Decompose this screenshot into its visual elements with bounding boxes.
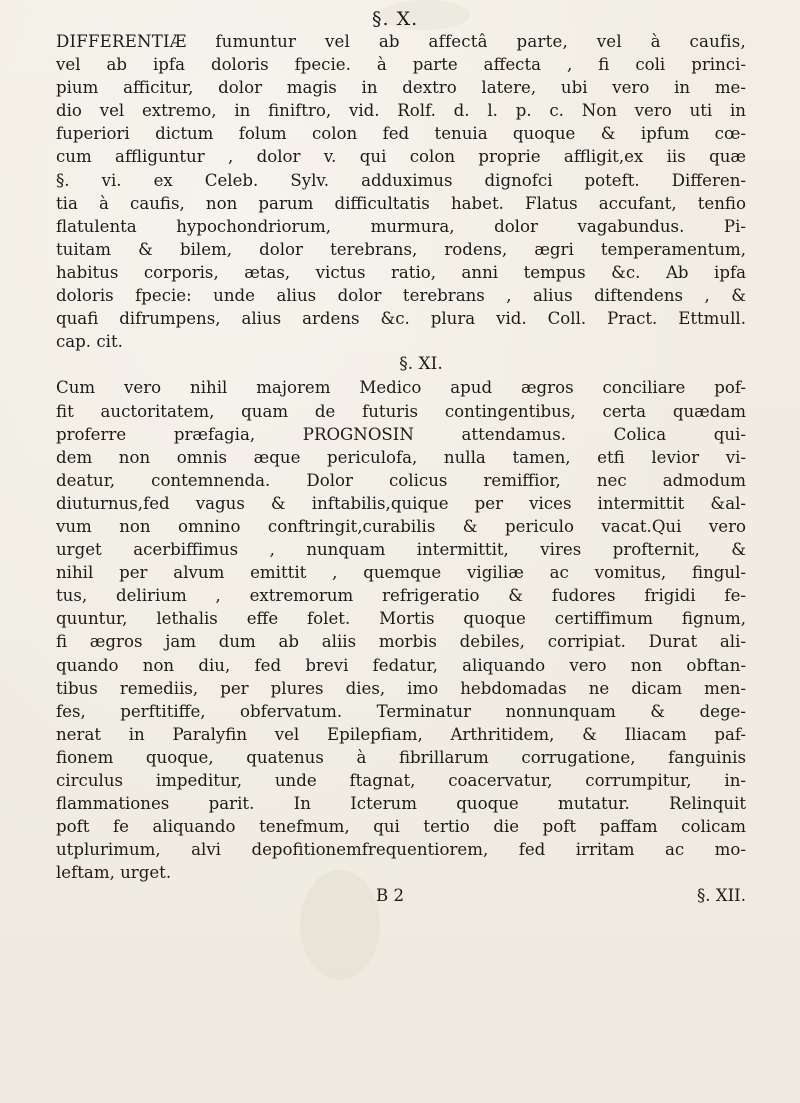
section-heading-x: §. X. xyxy=(372,8,419,30)
text-line: dem non omnis æque periculofa, nulla tamen, etfi levior vi- xyxy=(56,447,746,467)
text-line: dio vel extremo, in finiftro, vid. Rolf. d. l. p. c. Non vero uti in xyxy=(56,101,746,121)
catchword: §. XII. xyxy=(696,886,746,906)
text-line: cum affliguntur , dolor v. qui colon proprie affligit,ex iis quæ xyxy=(56,147,746,167)
text-line: poft fe aliquando tenefmum, qui tertio die poft paffam colicam xyxy=(56,817,746,837)
text-line: pium afficitur, dolor magis in dextro latere, ubi vero in me- xyxy=(56,78,746,98)
page-footer xyxy=(56,884,746,907)
text-line: vel ab ipfa doloris fpecie. à parte affecta , fi coli princi- xyxy=(56,55,746,75)
text-line: cap. cit. xyxy=(56,332,123,352)
text-line: tia à caufis, non parum difficultatis habet. Flatus accufant, tenfio xyxy=(56,193,746,213)
text-line: fit auctoritatem, quam de futuris contingentibus, certa quædam xyxy=(56,401,746,421)
text-line: vum non omnino conftringit,curabilis & periculo vacat.Qui vero xyxy=(56,516,746,536)
text-line: fes, perftitiffe, obfervatum. Terminatur nonnunquam & dege- xyxy=(56,701,746,721)
text-line: flatulenta hypochondriorum, murmura, dolor vagabundus. Pi- xyxy=(56,216,746,236)
text-line: tus, delirium , extremorum refrigeratio & fudores frigidi fe- xyxy=(56,586,746,606)
text-line: §. vi. ex Celeb. Sylv. adduximus dignofci poteft. Differen- xyxy=(56,170,746,190)
text-line: tuitam & bilem, dolor terebrans, rodens, ægri temperamentum, xyxy=(56,239,746,259)
text-line: utplurimum, alvi depofitionemfrequentiorem, fed irritam ac mo- xyxy=(56,840,746,860)
text-line: circulus impeditur, unde ftagnat, coacervatur, corrumpitur, in- xyxy=(56,771,746,790)
body-text xyxy=(56,30,746,908)
signature-mark: B 2 xyxy=(376,886,405,906)
text-line: Cum vero nihil majorem Medico apud ægros conciliare pof- xyxy=(56,378,746,398)
text-line: fionem quoque, quatenus à fibrillarum corrugatione, fanguinis xyxy=(56,747,746,767)
text-line: fuperiori dictum folum colon fed tenuia quoque & ipfum cœ- xyxy=(56,124,746,144)
section-heading-xi: §. XI. xyxy=(399,354,443,375)
text-line: DIFFERENTIÆ fumuntur vel ab affectâ parte, vel à caufis, xyxy=(56,32,746,51)
text-line: diuturnus,fed vagus & inftabilis,quique per vices intermittit &al- xyxy=(56,493,746,513)
text-line: nihil per alvum emittit , quemque vigiliæ ac vomitus, fingul- xyxy=(56,563,746,583)
text-line: leftam, urget. xyxy=(56,863,172,883)
text-line: habitus corporis, ætas, victus ratio, anni tempus &c. Ab ipfa xyxy=(56,262,746,282)
text-line: quafi difrumpens, alius ardens &c. plura vid. Coll. Pract. Ettmull. xyxy=(56,309,746,329)
text-line: proferre præfagia, PROGNOSIN attendamus. Colica qui- xyxy=(56,424,746,444)
text-line: flammationes parit. In Icterum quoque mutatur. Relinquit xyxy=(56,794,746,814)
text-line: tibus remediis, per plures dies, imo hebdomadas ne dicam men- xyxy=(56,678,746,698)
text-line: quando non diu, fed brevi fedatur, aliquando vero non obftan- xyxy=(56,655,746,675)
text-line: nerat in Paralyfin vel Epilepfiam, Arthritidem, & Iliacam paf- xyxy=(56,724,746,744)
text-line: fi ægros jam dum ab aliis morbis debiles, corripiat. Durat ali- xyxy=(56,632,746,652)
text-line: urget acerbiffimus , nunquam intermittit, vires profternit, & xyxy=(56,540,746,560)
text-line: quuntur, lethalis effe folet. Mortis quoque certiffimum fignum, xyxy=(56,609,746,629)
text-line: deatur, contemnenda. Dolor colicus remiffior, nec admodum xyxy=(56,470,746,490)
text-line: doloris fpecie: unde alius dolor terebrans , alius diftendens , & xyxy=(56,286,746,306)
